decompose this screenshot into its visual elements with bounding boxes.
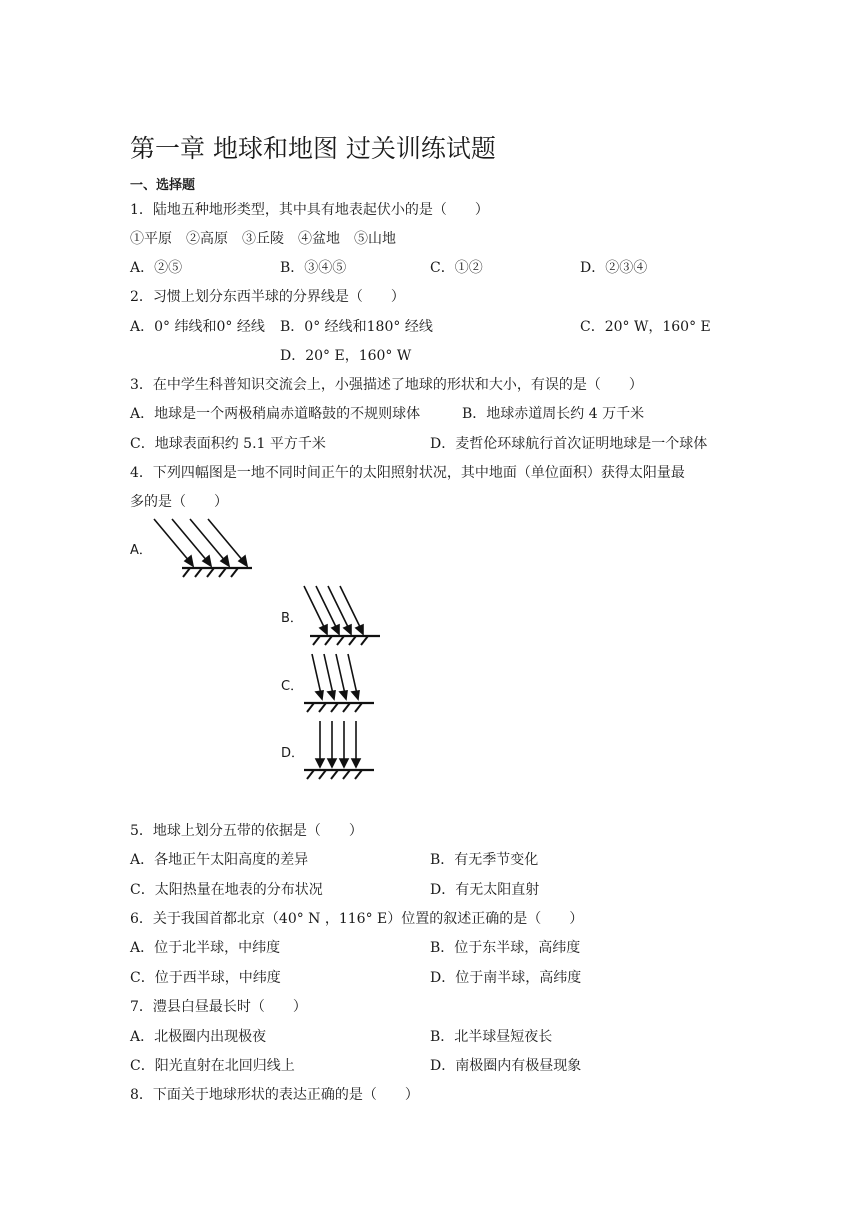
q6-option-d: D．位于南半球，高纬度	[430, 970, 582, 986]
q1-option-b: B．③④⑤	[280, 260, 347, 276]
q2-stem: 2．习惯上划分东西半球的分界线是（ ）	[130, 289, 405, 305]
q7-option-d: D．南极圈内有极昼现象	[430, 1058, 582, 1074]
q6-stem: 6．关于我国首都北京（40° N ，116° E）位置的叙述正确的是（ ）	[130, 911, 584, 927]
q1-items: ①平原 ②高原 ③丘陵 ④盆地 ⑤山地	[130, 231, 396, 247]
section-heading: 一、选择题	[130, 178, 196, 193]
q5-option-b: B．有无季节变化	[430, 852, 539, 868]
q2-option-b: B．0° 经线和180° 经线	[280, 319, 433, 335]
q3-option-c: C．地球表面积约 5.1 平方千米	[130, 436, 326, 452]
q5-option-a: A．各地正午太阳高度的差异	[130, 852, 309, 868]
q2-option-d: D．20° E，160° W	[280, 348, 412, 364]
q7-option-a: A．北极圈内出现极夜	[130, 1029, 267, 1045]
sun-rays-figure-a	[150, 517, 260, 581]
q1-option-d: D．②③④	[580, 260, 648, 276]
q3-option-a: A．地球是一个两极稍扁赤道略鼓的不规则球体	[130, 406, 421, 422]
q1-stem: 1．陆地五种地形类型，其中具有地表起伏小的是（ ）	[130, 202, 489, 218]
q7-option-c: C．阳光直射在北回归线上	[130, 1058, 295, 1074]
q2-option-a: A．0° 纬线和0° 经线	[130, 319, 265, 335]
q1-option-c: C．①②	[430, 260, 483, 276]
q3-option-d: D．麦哲伦环球航行首次证明地球是一个球体	[430, 436, 708, 452]
q1-option-a: A．②⑤	[130, 260, 183, 276]
q2-option-c: C．20° W，160° E	[580, 319, 711, 335]
q6-option-a: A．位于北半球，中纬度	[130, 940, 281, 956]
q4-stem-line1: 4．下列四幅图是一地不同时间正午的太阳照射状况，其中地面（单位面积）获得太阳量最	[130, 465, 685, 481]
q8-stem: 8．下面关于地球形状的表达正确的是（ ）	[130, 1087, 419, 1103]
q3-stem: 3．在中学生科普知识交流会上，小强描述了地球的形状和大小，有误的是（ ）	[130, 377, 643, 393]
q7-option-b: B．北半球昼短夜长	[430, 1029, 553, 1045]
q4-option-c-label: C．	[281, 679, 304, 694]
q5-option-d: D．有无太阳直射	[430, 882, 540, 898]
sun-rays-figure-c	[300, 652, 380, 716]
sun-rays-figure-d	[300, 719, 380, 783]
page-title: 第一章 地球和地图 过关训练试题	[130, 134, 496, 163]
q3-option-b: B．地球赤道周长约 4 万千米	[462, 406, 645, 422]
q4-option-b-label: B．	[281, 611, 303, 626]
q6-option-c: C．位于西半球，中纬度	[130, 970, 281, 986]
q4-option-a-label: A．	[130, 543, 152, 558]
q6-option-b: B．位于东半球，高纬度	[430, 940, 581, 956]
q5-stem: 5．地球上划分五带的依据是（ ）	[130, 823, 363, 839]
q4-stem-line2: 多的是（ ）	[130, 494, 228, 510]
q5-option-c: C．太阳热量在地表的分布状况	[130, 882, 323, 898]
q7-stem: 7．澧县白昼最长时（ ）	[130, 999, 307, 1015]
q4-option-d-label: D．	[281, 746, 305, 761]
sun-rays-figure-b	[300, 584, 385, 648]
